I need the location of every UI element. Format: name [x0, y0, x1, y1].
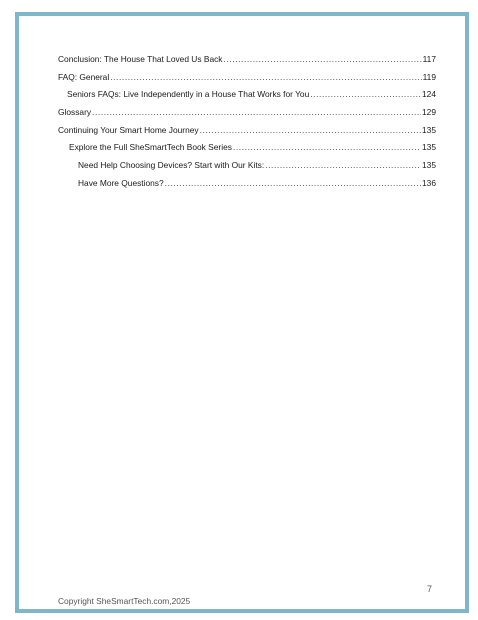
- toc-entry[interactable]: [58, 160, 436, 178]
- toc-dot-leader: [110, 72, 421, 82]
- toc-entry-title: Conclusion: The House That Loved Us Back: [58, 54, 223, 64]
- toc-entry-page: 135: [422, 160, 436, 171]
- toc-dot-leader: [165, 178, 421, 188]
- toc-entry-page: 135: [422, 124, 436, 135]
- toc-entry-page: 135: [422, 142, 436, 153]
- toc-entry[interactable]: [58, 142, 436, 160]
- toc-dot-leader: [92, 107, 421, 117]
- toc-dot-leader: [200, 125, 421, 135]
- page-frame: [15, 12, 469, 613]
- toc-entry-title: Need Help Choosing Devices? Start with Our Kits:: [78, 160, 265, 171]
- toc-dot-leader: [233, 142, 421, 152]
- toc-dot-leader: [310, 89, 421, 99]
- toc-entry[interactable]: [58, 178, 436, 196]
- toc-dot-leader: [265, 160, 421, 170]
- toc-entry-page: 124: [422, 89, 436, 100]
- toc-entry[interactable]: [58, 107, 436, 125]
- toc-entry-title: Have More Questions?: [78, 177, 164, 188]
- toc-entry[interactable]: [58, 89, 436, 107]
- toc-entry[interactable]: [58, 54, 436, 72]
- toc-entry-title: Explore the Full SheSmartTech Book Series: [69, 142, 232, 153]
- copyright-notice: Copyright SheSmartTech.com,2025: [58, 596, 191, 606]
- toc-entry-title: Continuing Your Smart Home Journey: [58, 124, 199, 135]
- page-number: 7: [427, 584, 433, 594]
- toc-entry-title: FAQ: General: [58, 71, 110, 82]
- table-of-contents: [58, 54, 436, 196]
- toc-entry-title: Glossary: [58, 107, 92, 118]
- toc-entry-page: 129: [422, 107, 436, 118]
- toc-entry[interactable]: [58, 125, 436, 143]
- toc-entry-page: 136: [422, 177, 436, 188]
- toc-dot-leader: [224, 54, 422, 64]
- toc-entry[interactable]: [58, 72, 436, 90]
- toc-entry-title: Seniors FAQs: Live Independently in a House That Works for You: [67, 89, 310, 100]
- toc-entry-page: 117: [422, 54, 436, 64]
- toc-entry-page: 119: [422, 71, 436, 82]
